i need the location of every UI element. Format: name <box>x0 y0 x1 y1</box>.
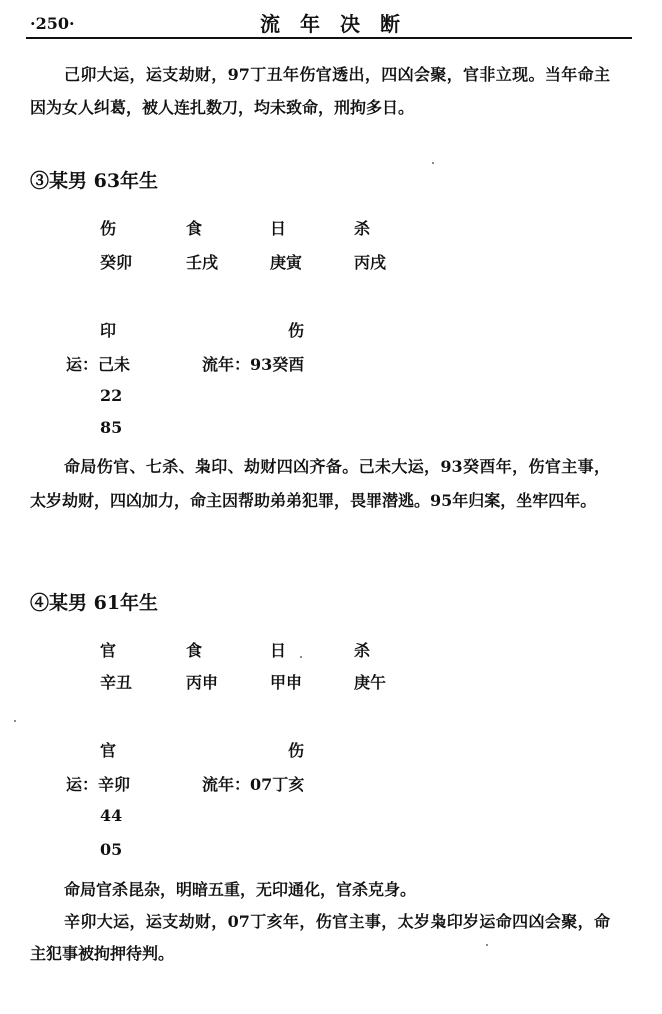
case4-god-hour: 杀 <box>354 641 371 660</box>
case4-pillar-year: 辛丑 <box>100 673 133 692</box>
case4-god-month: 食 <box>186 641 203 660</box>
scan-speck <box>486 944 488 946</box>
case4-pillar-month: 丙申 <box>186 673 219 692</box>
case4-pillar-day: 甲申 <box>270 673 303 692</box>
running-title: 流年决断 <box>260 12 420 36</box>
case4-paragraph-1: 命局官杀昆杂，明暗五重，无印通化，官杀克身。 <box>64 880 417 899</box>
case4-paragraph-2: 辛卯大运，运支劫财，07丁亥年，伤官主事，太岁枭印岁运命四凶会聚，命主犯事被拘押待判。 <box>30 912 610 963</box>
case4-god-day: 日 <box>270 641 287 660</box>
case3-luck-god: 印 <box>100 321 117 340</box>
scan-speck <box>14 720 16 722</box>
case4-year-label: 流年：07丁亥 <box>202 775 305 794</box>
header-rule <box>26 37 632 39</box>
case3-paragraph: 命局伤官、七杀、枭印、劫财四凶齐备。己未大运，93癸酉年，伤官主事，太岁劫财，四凶加力，命主因帮助弟弟犯罪，畏罪潜逃。95年归案，坐牢四年。 <box>30 457 610 510</box>
case3-god-hour: 杀 <box>354 219 371 238</box>
case4-age: 44 <box>100 806 123 825</box>
case3-luck-label: 运：己未 <box>66 355 131 374</box>
intro-paragraph: 己卯大运，运支劫财，97丁丑年伤官透出，四凶会聚，官非立现。当年命主因为女人纠葛，被人连扎数刀，均未致命，刑拘多日。 <box>30 65 610 117</box>
case4-god-year: 官 <box>100 641 117 660</box>
case4-year-god: 伤 <box>288 741 305 760</box>
case3-god-year: 伤 <box>100 219 117 238</box>
case4-luck-year: 05 <box>100 840 123 859</box>
case3-year-label: 流年：93癸酉 <box>202 355 305 374</box>
scan-speck <box>432 162 434 164</box>
case3-year-god: 伤 <box>288 321 305 340</box>
case3-pillar-day: 庚寅 <box>270 253 303 272</box>
case4-luck-god: 官 <box>100 741 117 760</box>
case3-pillar-hour: 丙戌 <box>354 253 387 272</box>
case3-pillar-month: 壬戌 <box>186 253 219 272</box>
case3-god-month: 食 <box>186 219 203 238</box>
case3-luck-year: 85 <box>100 418 123 437</box>
scan-speck <box>300 656 302 658</box>
case3-god-day: 日 <box>270 219 287 238</box>
case4-pillar-hour: 庚午 <box>354 673 387 692</box>
case3-pillar-year: 癸卯 <box>100 253 133 272</box>
page-number: ·250· <box>30 14 75 33</box>
case4-luck-label: 运：辛卯 <box>66 775 131 794</box>
case4-heading: ④某男 61年生 <box>30 592 159 614</box>
case3-age: 22 <box>100 386 123 405</box>
case3-heading: ③某男 63年生 <box>30 170 159 192</box>
